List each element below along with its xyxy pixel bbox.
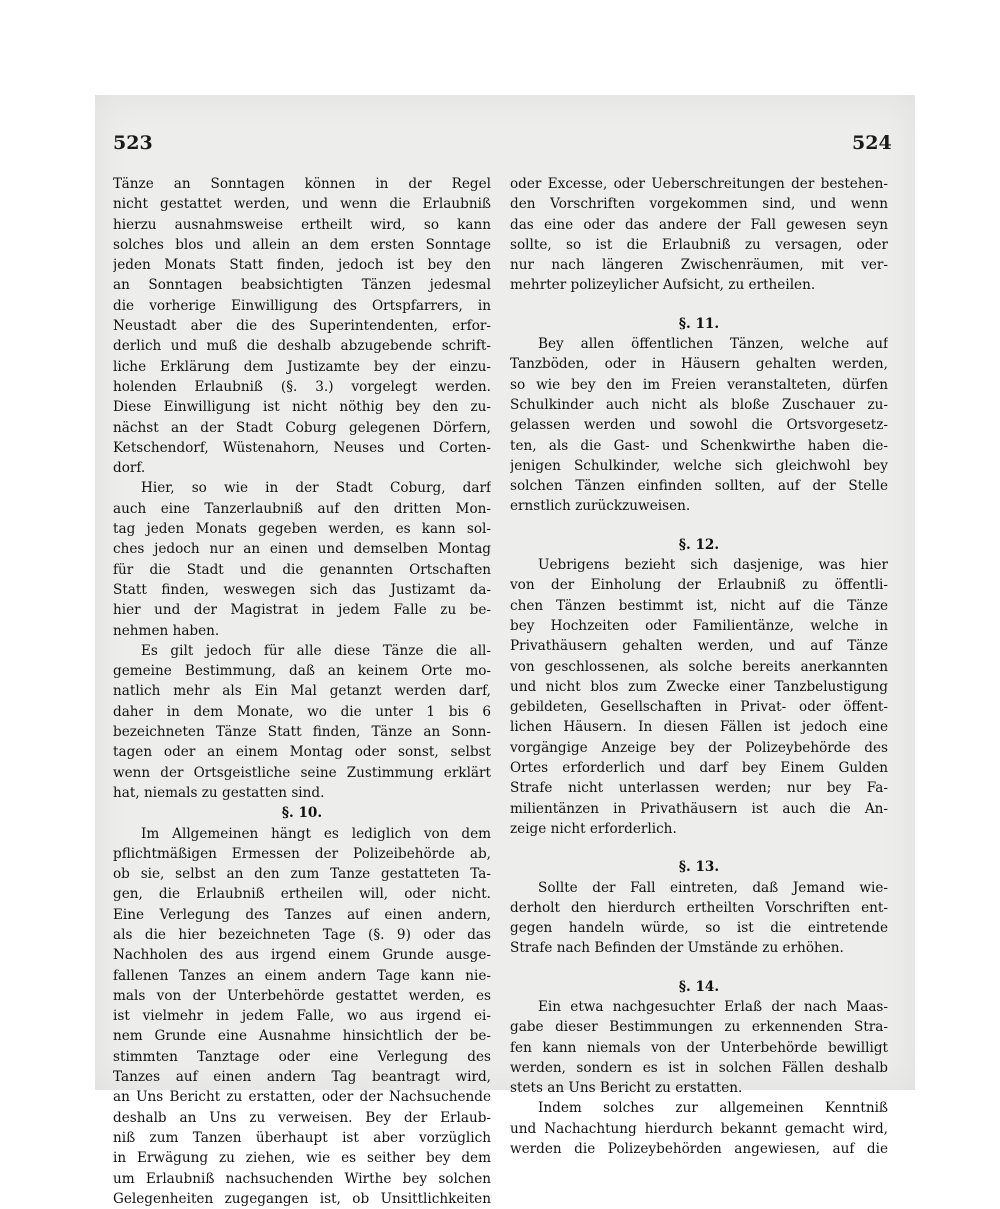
text-line: vorgängige Anzeige bey der Polizeybehörde des <box>510 739 888 756</box>
section-heading: §. 11. <box>678 315 720 332</box>
text-line: an Sonntagen beabsichtigten Tänzen jedesmal <box>113 277 491 294</box>
text-line: oder Excesse, oder Ueberschreitungen der bestehen- <box>510 176 888 192</box>
paragraph-first-line: Bey allen öffentlichen Tänzen, welche auf <box>538 336 888 353</box>
text-line: auch eine Tanzerlaubniß auf den dritten Mon- <box>113 500 491 517</box>
paragraph-last-line: zeige nicht erforderlich. <box>510 820 677 837</box>
text-line: ten, als die Gast- und Schenkwirthe haben die- <box>510 437 888 454</box>
text-line: sollte, so ist die Erlaubniß zu versagen, oder <box>510 236 888 253</box>
text-line: ches jedoch nur an einen und demselben Montag <box>113 541 491 558</box>
paragraph-first-line: Indem solches zur allgemeinen Kenntniß <box>538 1100 888 1117</box>
text-line: derholt den hierdurch ertheilten Vorschriften ent- <box>510 899 888 916</box>
text-line: um Erlaubniß nachsuchenden Wirthe bey solchen <box>113 1170 491 1187</box>
text-line: tag jeden Monats gegeben werden, es kann sol- <box>113 521 491 538</box>
text-line: hier und der Magistrat in jedem Falle zu be- <box>113 602 491 619</box>
text-line: niß zum Tanzen überhaupt ist aber vorzüglich <box>113 1129 491 1146</box>
paragraph-first-line: Hier, so wie in der Stadt Coburg, darf <box>141 480 491 497</box>
text-line: tagen oder an einem Montag oder sonst, selbst <box>113 744 491 761</box>
section-heading: §. 12. <box>678 536 720 553</box>
text-line: mals von der Unterbehörde gestattet werden, es <box>113 987 491 1004</box>
text-line: gelassen werden und sowohl die Ortsvorgesetz- <box>510 417 888 434</box>
text-line: gegen handeln würde, so ist die eintretende <box>510 920 888 937</box>
text-line: milientänzen in Privathäusern ist auch die An- <box>510 800 888 817</box>
text-line: Gelegenheiten zugegangen ist, ob Unsittlichkeiten <box>113 1190 491 1207</box>
section-heading: §. 10. <box>281 805 323 822</box>
text-line: Neustadt aber die des Superintendenten, erfor- <box>113 318 491 335</box>
text-line: von geschlossenen, als solche bereits anerkannten <box>510 658 888 675</box>
text-line: werden die Polizeybehörden angewiesen, auf die <box>510 1141 888 1158</box>
section-heading: §. 13. <box>678 859 720 876</box>
paragraph-last-line: Strafe nach Befinden der Umstände zu erhöhen. <box>510 940 844 957</box>
text-line: nur nach längeren Zwischenräumen, mit ver- <box>510 257 888 274</box>
text-line: den Vorschriften vorgekommen sind, und wenn <box>510 196 888 213</box>
text-line: nicht gestattet werden, und wenn die Erlaubniß <box>113 196 491 213</box>
text-line: Tanzes auf einen andern Tag beantragt wird, <box>113 1069 491 1086</box>
text-line: von der Einholung der Erlaubniß zu öffentli- <box>510 577 888 594</box>
paragraph-last-line: ernstlich zurückzuweisen. <box>510 498 691 515</box>
paragraph-gap <box>510 839 888 857</box>
paragraph-first-line: Sollte der Fall eintreten, daß Jemand wie- <box>538 879 888 896</box>
text-line: hierzu ausnahmsweise ertheilt wird, so kann <box>113 216 491 233</box>
text-line: das eine oder das andere der Fall gewesen seyn <box>510 216 888 233</box>
text-line: gen, die Erlaubniß ertheilen will, oder nicht. <box>113 886 491 903</box>
paragraph-first-line: Es gilt jedoch für alle diese Tänze die all- <box>141 642 491 659</box>
paragraph-last-line: hat, niemals zu gestatten sind. <box>113 784 325 801</box>
text-line: an Uns Bericht zu erstatten, oder der Nachsuchende <box>113 1089 491 1106</box>
right-text-column <box>510 174 888 1159</box>
text-line: ist vielmehr in jedem Falle, wo aus irgend ei- <box>113 1008 491 1025</box>
paragraph-first-line: Im Allgemeinen hängt es lediglich von dem <box>141 825 491 842</box>
text-line: bezeichneten Tänze Statt finden, Tänze an Sonn- <box>113 724 491 741</box>
text-line: stimmten Tanztage oder eine Verlegung des <box>113 1048 491 1065</box>
text-line: Eine Verlegung des Tanzes auf einen andern, <box>113 906 491 923</box>
text-line: gemeine Bestimmung, daß an keinem Orte mo- <box>113 663 491 680</box>
text-line: gebildeten, Gesellschaften in Privat- oder öffent- <box>510 699 888 716</box>
text-line: Ketschendorf, Wüstenahorn, Neuses und Corten- <box>113 439 491 456</box>
text-line: liche Erklärung dem Justizamte bey der einzu- <box>113 358 491 375</box>
left-page-number: 523 <box>113 132 153 154</box>
text-line: daher in dem Monate, wo die unter 1 bis 6 <box>113 703 491 720</box>
text-line: solchen Tänzen einfinden sollten, auf der Stelle <box>510 478 888 495</box>
left-text-column <box>113 174 491 1209</box>
text-line: fen kann niemals von der Unterbehörde bewilligt <box>510 1039 888 1056</box>
text-line: Tänze an Sonntagen können in der Regel <box>113 176 491 192</box>
text-line: Tanzböden, oder in Häusern gehalten werden, <box>510 356 888 373</box>
text-line: derlich und muß die deshalb abzugebende schrift- <box>113 338 491 355</box>
section-heading: §. 14. <box>678 978 720 995</box>
text-line: pflichtmäßigen Ermessen der Polizeibehörde ab, <box>113 845 491 862</box>
paragraph-first-line: Uebrigens bezieht sich dasjenige, was hier <box>538 557 888 574</box>
text-line: Ortes erforderlich und darf bey Einem Gulden <box>510 760 888 777</box>
text-line: nächst an der Stadt Coburg gelegenen Dörfern, <box>113 419 491 436</box>
text-line: jenigen Schulkinder, welche sich gleichwohl bey <box>510 457 888 474</box>
paragraph-last-line: nehmen haben. <box>113 622 220 639</box>
paragraph-last-line: stets an Uns Bericht zu erstatten. <box>510 1080 743 1097</box>
text-line: in Erwägung zu ziehen, wie es seither bey dem <box>113 1150 491 1167</box>
text-line: Schulkinder auch nicht als bloße Zuschauer zu- <box>510 396 888 413</box>
paragraph-gap <box>510 296 888 314</box>
right-page-number: 524 <box>852 132 892 154</box>
text-line: Nachholen des aus irgend einem Grunde ausge- <box>113 947 491 964</box>
text-line: natlich mehr als Ein Mal getanzt werden darf, <box>113 683 491 700</box>
text-line: holenden Erlaubniß (§. 3.) vorgelegt werden. <box>113 378 491 395</box>
text-line: jeden Monats Statt finden, jedoch ist bey den <box>113 257 491 274</box>
text-line: und Nachachtung hierdurch bekannt gemacht wird, <box>510 1120 888 1137</box>
text-line: so wie bey den im Freien veranstalteten, dürfen <box>510 376 888 393</box>
text-line: deshalb an Uns zu verweisen. Bey der Erlaub- <box>113 1109 491 1126</box>
paragraph-last-line: mehrter polizeylicher Aufsicht, zu ertheilen. <box>510 277 816 294</box>
text-line: für die Stadt und die genannten Ortschaften <box>113 561 491 578</box>
text-line: gabe dieser Bestimmungen zu erkennenden Stra- <box>510 1019 888 1036</box>
text-line: werden, sondern es ist in solchen Fällen deshalb <box>510 1059 888 1076</box>
text-line: chen Tänzen bestimmt ist, nicht auf die Tänze <box>510 597 888 614</box>
text-line: fallenen Tanzes an einem andern Tage kann nie- <box>113 967 491 984</box>
text-line: solches blos und allein an dem ersten Sonntage <box>113 236 491 253</box>
text-line: bey Hochzeiten oder Familientänze, welche in <box>510 617 888 634</box>
text-line: ob sie, selbst an den zum Tanze gestatteten Ta- <box>113 866 491 883</box>
paragraph-first-line: Ein etwa nachgesuchter Erlaß der nach Maas- <box>538 998 888 1015</box>
text-line: die vorherige Einwilligung des Ortspfarrers, in <box>113 297 491 314</box>
text-line: Strafe nicht unterlassen werden; nur bey Fa- <box>510 780 888 797</box>
paragraph-gap <box>510 959 888 977</box>
text-line: Statt finden, weswegen sich das Justizamt da- <box>113 581 491 598</box>
paragraph-last-line: dorf. <box>113 460 146 477</box>
text-line: und nicht blos zum Zwecke einer Tanzbelustigung <box>510 678 888 695</box>
text-line: nem Grunde eine Ausnahme hinsichtlich der be- <box>113 1028 491 1045</box>
text-line: Privathäusern gehalten werden, und auf Tänze <box>510 638 888 655</box>
text-line: Diese Einwilligung ist nicht nöthig bey den zu- <box>113 399 491 416</box>
text-line: wenn der Ortsgeistliche seine Zustimmung erklärt <box>113 764 491 781</box>
text-line: lichen Häusern. In diesen Fällen ist jedoch eine <box>510 719 888 736</box>
text-line: als die hier bezeichneten Tage (§. 9) oder das <box>113 926 491 943</box>
paragraph-gap <box>510 517 888 535</box>
